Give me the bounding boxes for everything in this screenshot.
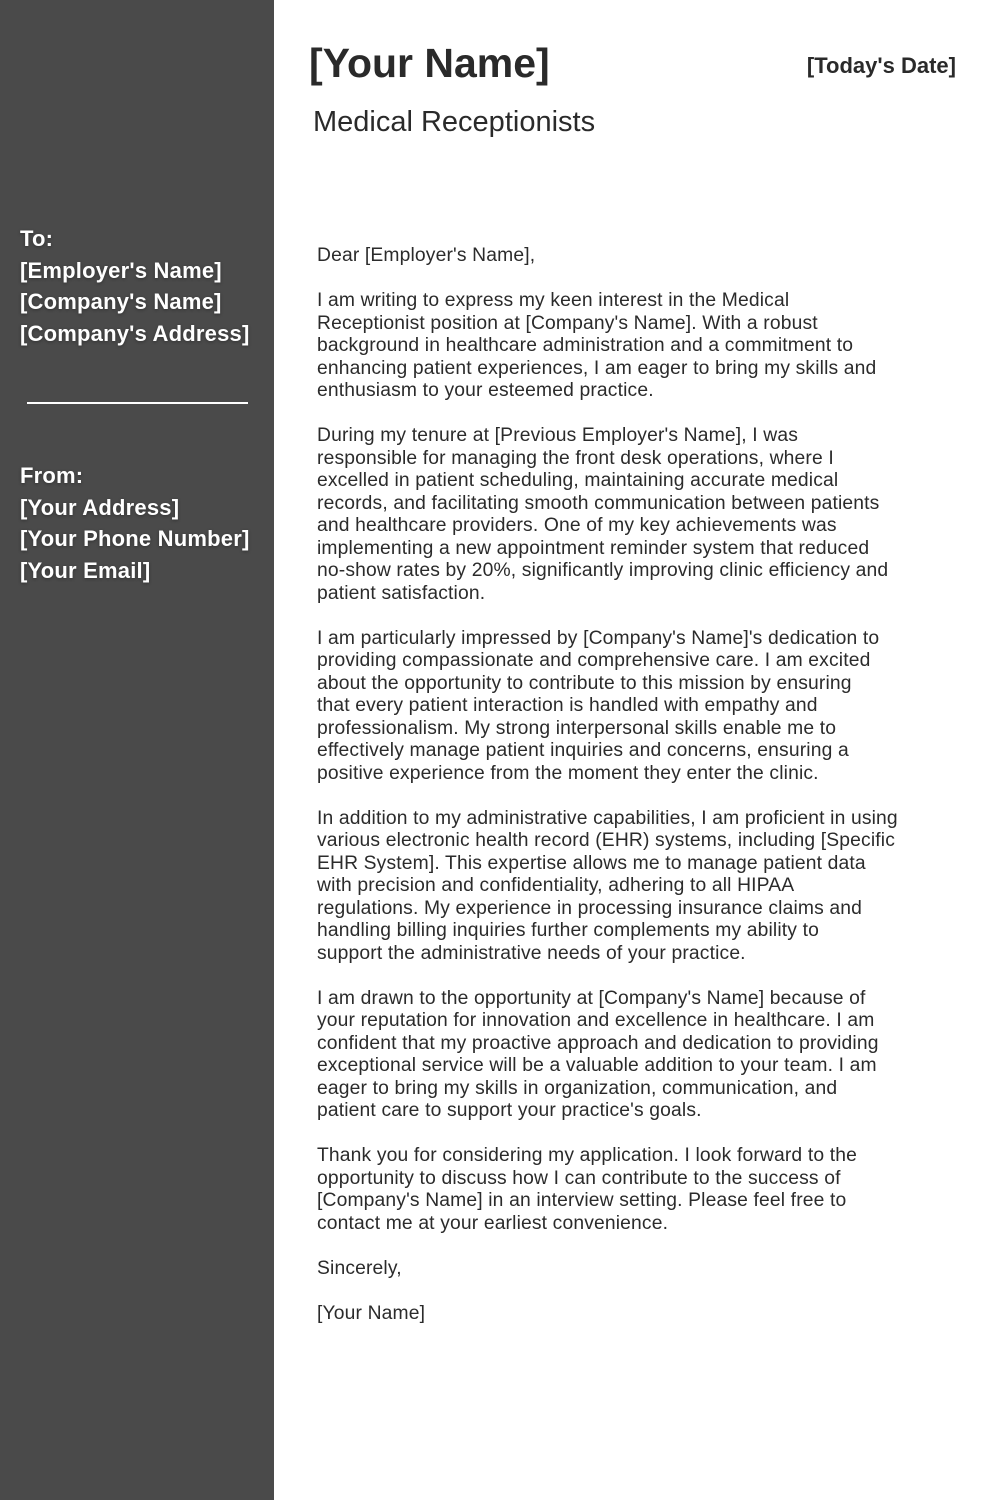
sender-email: [Your Email] (20, 557, 151, 583)
paragraph: I am drawn to the opportunity at [Company's Name] because of your reputation for innovation and excellence in healthcare. I am confident that my proactive approach and dedication to providing exceptional service will be a valuable addition to your team. I am eager to bring my skills in organization, communication, and patient care to support your practice's goals. (317, 987, 879, 1121)
sender-address: [Your Address] (20, 494, 180, 520)
sidebar (0, 0, 274, 1500)
job-title: Medical Receptionists (313, 106, 596, 138)
sender-block (20, 460, 250, 586)
company-address: [Company's Address] (20, 320, 250, 346)
paragraph: During my tenure at [Previous Employer's Name], I was responsible for managing the front desk operations, where I excelled in patient scheduling, maintaining accurate medical records, and facilitating smooth communication between patients and healthcare providers. One of my key achievements was implementing a new appointment reminder system that reduced no-show rates by 20%, significantly improving clinic efficiency and patient satisfaction. (317, 425, 889, 604)
letter-body (317, 245, 977, 1348)
signature: [Your Name] (317, 1302, 426, 1324)
paragraph: I am writing to express my keen interest in the Medical Receptionist position at [Company's Name]. With a robust background in healthcare administration and a commitment to enhancing patient experiences, I am eager to bring my skills and enthusiasm to your esteemed practice. (317, 290, 877, 401)
paragraph: In addition to my administrative capabilities, I am proficient in using various electronic health record (EHR) systems, including [Specific EHR System]. This expertise allows me to manage patient data with precision and confidentiality, adhering to all HIPAA regulations. My experience in processing insurance claims and handling billing inquiries further complements my ability to support the administrative needs of your practice. (317, 807, 898, 964)
salutation: Dear [Employer's Name], (317, 245, 536, 266)
paragraph: I am particularly impressed by [Company's Name]'s dedication to providing compassionate and comprehensive care. I am excited about the opportunity to contribute to this mission by ensuring that every patient interaction is handled with empathy and professionalism. My strong interpersonal skills enable me to effectively manage patient inquiries and concerns, ensuring a positive experience from the moment they enter the clinic. (317, 627, 880, 784)
closing: Sincerely, (317, 1257, 402, 1279)
employer-name: [Employer's Name] (20, 257, 222, 283)
applicant-name: [Your Name] (309, 40, 550, 86)
divider (27, 402, 248, 404)
letter-date: [Today's Date] (806, 53, 956, 78)
recipient-block (20, 223, 249, 349)
sender-phone: [Your Phone Number] (20, 526, 250, 551)
to-label: To: (20, 226, 54, 251)
from-label: From: (20, 463, 84, 488)
paragraph: Thank you for considering my application. I look forward to the opportunity to discuss how I can contribute to the success of [Company's Name] in an interview setting. Please feel free to contact me at your earliest convenience. (317, 1145, 857, 1234)
company-name: [Company's Name] (20, 289, 222, 314)
